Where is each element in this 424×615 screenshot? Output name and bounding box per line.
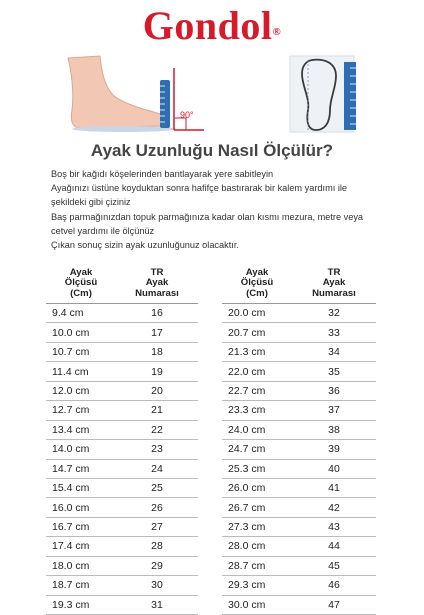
foot-length-cell: 15.4 cm [46, 478, 116, 497]
table-row [46, 304, 198, 323]
table-row [222, 401, 376, 420]
table-row [222, 537, 376, 556]
table-row [222, 576, 376, 595]
brand-logo [0, 4, 424, 48]
table-row [46, 459, 198, 478]
foot-length-cell: 25.3 cm [222, 459, 292, 478]
tr-size-cell: 35 [292, 362, 376, 381]
table-row [46, 498, 198, 517]
table-row [46, 576, 198, 595]
table-row [46, 381, 198, 400]
foot-length-cell: 12.7 cm [46, 401, 116, 420]
table-header-row [46, 253, 198, 304]
table-row [46, 517, 198, 536]
foot-length-cell: 13.4 cm [46, 420, 116, 439]
tr-size-cell: 23 [116, 440, 198, 459]
foot-length-cell: 19.3 cm [46, 595, 116, 614]
tr-size-cell: 40 [292, 459, 376, 478]
col-header-tr-size: TR Ayak Numarası [292, 253, 376, 304]
foot-length-cell: 27.3 cm [222, 517, 292, 536]
tr-size-cell: 39 [292, 440, 376, 459]
tr-size-cell: 43 [292, 517, 376, 536]
table-row [46, 440, 198, 459]
foot-length-cell: 14.7 cm [46, 459, 116, 478]
tr-size-cell: 24 [116, 459, 198, 478]
col-header-foot-size: Ayak Ölçüsü (Cm) [46, 253, 116, 304]
table-row [222, 478, 376, 497]
foot-length-cell: 20.7 cm [222, 323, 292, 342]
foot-length-cell: 16.7 cm [46, 517, 116, 536]
tr-size-cell: 36 [292, 381, 376, 400]
table-row [222, 556, 376, 575]
foot-length-cell: 16.0 cm [46, 498, 116, 517]
foot-length-cell: 18.7 cm [46, 576, 116, 595]
size-table-left [46, 253, 198, 615]
tr-size-cell: 30 [116, 576, 198, 595]
tr-size-cell: 33 [292, 323, 376, 342]
tr-size-cell: 42 [292, 498, 376, 517]
tr-size-cell: 38 [292, 420, 376, 439]
tr-size-cell: 16 [116, 304, 198, 323]
foot-outline-illustration [286, 54, 376, 134]
tr-size-cell: 34 [292, 342, 376, 361]
table-row [46, 478, 198, 497]
tr-size-cell: 32 [292, 304, 376, 323]
table-row [46, 556, 198, 575]
table-row [222, 459, 376, 478]
foot-length-cell: 26.7 cm [222, 498, 292, 517]
tr-size-cell: 27 [116, 517, 198, 536]
table-row [222, 381, 376, 400]
size-table-right [222, 253, 376, 615]
foot-length-cell: 23.3 cm [222, 401, 292, 420]
table-row [222, 498, 376, 517]
table-row [46, 362, 198, 381]
table-row [46, 537, 198, 556]
registered-mark: ® [272, 26, 282, 38]
foot-length-cell: 14.0 cm [46, 440, 116, 459]
table-row [46, 420, 198, 439]
instruction-line: Boş bir kağıdı köşelerinden bantlayarak yere sabitleyin [51, 169, 274, 179]
foot-length-cell: 28.0 cm [222, 537, 292, 556]
angle-label: 90° [180, 110, 194, 120]
foot-length-cell: 24.7 cm [222, 440, 292, 459]
foot-length-cell: 17.4 cm [46, 537, 116, 556]
tr-size-cell: 46 [292, 576, 376, 595]
table-row [222, 420, 376, 439]
table-row [222, 595, 376, 614]
tr-size-cell: 25 [116, 478, 198, 497]
foot-length-cell: 22.7 cm [222, 381, 292, 400]
col-header-tr-size: TR Ayak Numarası [116, 253, 198, 304]
tr-size-cell: 18 [116, 342, 198, 361]
tr-size-cell: 37 [292, 401, 376, 420]
foot-length-cell: 26.0 cm [222, 478, 292, 497]
tr-size-cell: 28 [116, 537, 198, 556]
page-title: Ayak Uzunluğu Nasıl Ölçülür? [90, 141, 334, 160]
foot-length-cell: 10.7 cm [46, 342, 116, 361]
foot-length-cell: 9.4 cm [46, 304, 116, 323]
instruction-line: Ayağınızı üstüne koyduktan sonra hafifçe bastırarak bir kalem yardımı ile şekildeki gibi çiziniz [51, 183, 348, 208]
tr-size-cell: 22 [116, 420, 198, 439]
col-header-foot-size: Ayak Ölçüsü (Cm) [222, 253, 292, 304]
table-row [222, 362, 376, 381]
foot-length-cell: 30.0 cm [222, 595, 292, 614]
foot-side-measure-illustration [64, 54, 212, 134]
tr-size-cell: 20 [116, 381, 198, 400]
brand-name: Gondol [142, 3, 273, 48]
table-row [46, 401, 198, 420]
table-row [222, 517, 376, 536]
table-row [46, 595, 198, 614]
ruler-icon [344, 62, 356, 130]
table-row [222, 323, 376, 342]
tr-size-cell: 21 [116, 401, 198, 420]
foot-length-cell: 20.0 cm [222, 304, 292, 323]
tr-size-cell: 47 [292, 595, 376, 614]
foot-length-cell: 28.7 cm [222, 556, 292, 575]
tr-size-cell: 19 [116, 362, 198, 381]
foot-side-shape [68, 56, 166, 128]
tr-size-cell: 26 [116, 498, 198, 517]
table-row [46, 342, 198, 361]
foot-length-cell: 18.0 cm [46, 556, 116, 575]
table-row [46, 323, 198, 342]
tr-size-cell: 31 [116, 595, 198, 614]
table-header-row [222, 253, 376, 304]
instruction-line: Çıkan sonuç sizin ayak uzunluğunuz olacaktır. [51, 240, 239, 251]
tr-size-cell: 17 [116, 323, 198, 342]
foot-length-cell: 12.0 cm [46, 381, 116, 400]
table-row [222, 304, 376, 323]
foot-length-cell: 24.0 cm [222, 420, 292, 439]
tr-size-cell: 29 [116, 556, 198, 575]
foot-length-cell: 21.3 cm [222, 342, 292, 361]
foot-length-cell: 29.3 cm [222, 576, 292, 595]
tr-size-cell: 45 [292, 556, 376, 575]
instructions [51, 167, 381, 252]
foot-length-cell: 11.4 cm [46, 362, 116, 381]
table-row [222, 342, 376, 361]
foot-length-cell: 10.0 cm [46, 323, 116, 342]
table-row [222, 440, 376, 459]
instruction-line: Baş parmağınızdan topuk parmağınıza kadar olan kısmı mezura, metre veya cetvel yardımı ile ölçünüz [51, 211, 364, 236]
foot-length-cell: 22.0 cm [222, 362, 292, 381]
tr-size-cell: 41 [292, 478, 376, 497]
tr-size-cell: 44 [292, 537, 376, 556]
